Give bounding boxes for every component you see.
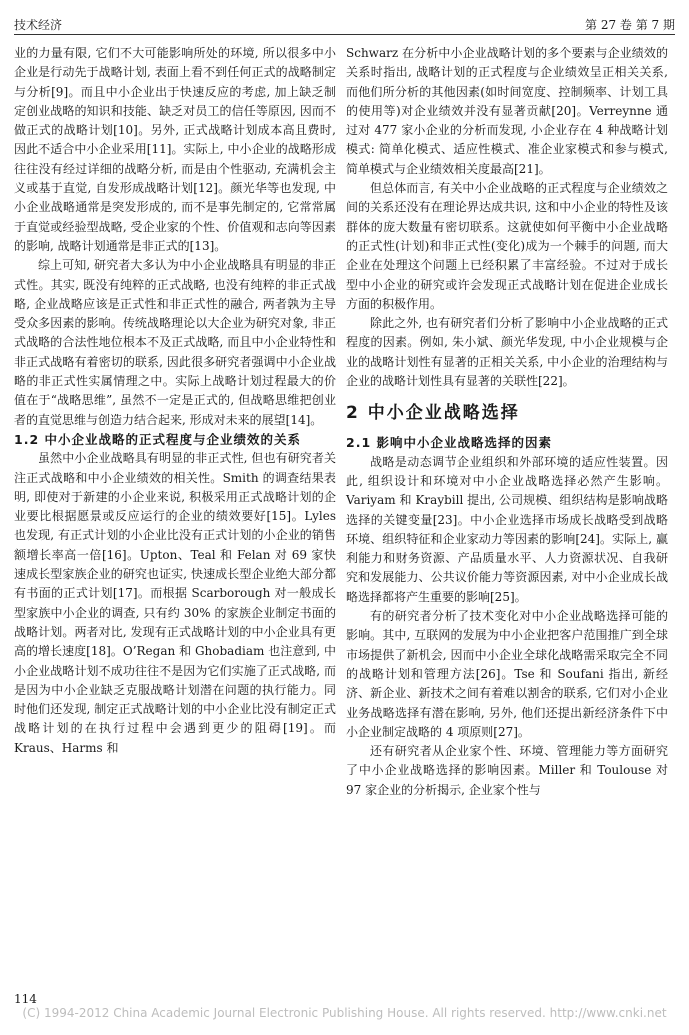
- paragraph: 虽然中小企业战略具有明显的非正式性, 但也有研究者关注正式战略和中小企业绩效的相关性。Smith 的调查结果表明, 即使对于新建的小企业来说, 积极采用正式战略计划的企业要比根据愿景或反应运行的企业的绩效要好[15]。Lyles 也发现, 有正式计划的小企业比没有正式计划的小企业的销售额增长率高一倍[16]。Upton、Teal 和 Felan 对 69 家快速成长型家族企业的研究也证实, 快速成长型企业绝大部分都有书面的正式计划[17]。而根据 Scarborough 对一般成长型家族中小企业的调查, 只有约 30% 的家族企业制定书面的战略计划。两者对比, 发现有正式战略计划的中小企业具有更高的增长速度[18]。O’Regan 和 Ghobadiam 也注意到, 中小企业战略计划不成功往往不是因为它们实施了正式战略, 而是因为中小企业缺乏克服战略计划潜在问题的执行能力。同时他们还发现, 制定正式战略计划的中小企业比没有制定正式战略计划的在执行过程中会遇到更少的阻碍[19]。而 Kraus、Harms 和: [14, 451, 336, 755]
- page-number: 114: [14, 992, 37, 1006]
- right-column: [346, 44, 668, 800]
- paragraph: 除此之外, 也有研究者们分析了影响中小企业战略的正式程度的因素。例如, 朱小斌、颜光华发现, 中小企业规模与企业的战略计划性有显著的正相关关系, 中小企业的治理结构与企业的战略计划性具有显著的关联性[22]。: [346, 316, 668, 389]
- paragraph: 战略是动态调节企业组织和外部环境的适应性装置。因此, 组织设计和环境对中小企业战略选择必然产生影响。Variyam 和 Kraybill 提出, 公司规模、组织结构是影响战略选择的关键变量[23]。中小企业选择市场成长战略受到战略环境、组织特征和企业家动力等因素的影响[24]。实际上, 赢利能力和财务资源、产品质量水平、人力资源状况、自我研究和发展能力、公共议价能力等资源因素, 对中小企业成长战略选择都将产生重要的影响[25]。: [346, 454, 668, 604]
- section-heading-2-1: 2.1 影响中小企业战略选择的因素: [346, 435, 552, 451]
- paragraph: 综上可知, 研究者大多认为中小企业战略具有明显的非正式性。其实, 既没有纯粹的正式战略, 也没有纯粹的非正式战略, 企业战略应该是正式性和非正式性的融合, 两者孰为主导受众多因素的影响。传统战略理论以大企业为研究对象, 非正式战略的合法性地位根本不及正式战略, 而且中小企业特性和非正式战略有着密切的联系, 因此很多研究者强调中小企业战略的非正式性实属情理之中。实际上战略计划过程最大的价值在于“战略思维”, 虽然不一定是正式的, 但战略思维把创业者的直觉思维与创造力结合起来, 形成对未来的展望[14]。: [14, 258, 336, 427]
- journal-name: 技术经济: [14, 18, 63, 32]
- running-header: [14, 16, 675, 35]
- paragraph: 业的力量有限, 它们不大可能影响所处的环境, 所以很多中小企业是行动先于战略计划, 表面上看不到任何正式的战略制定与分析[9]。而且中小企业出于快速反应的考虑, 加上缺乏制定创业战略的知识和技能、缺乏对员工的信任等原因, 因而不做正式的战略计划[10]。另外, 正式战略计划成本高且费时, 因此不适合中小企业采用[11]。实际上, 中小企业的战略形成往往没有经过详细的战略分析, 而是由个性驱动, 充满机会主义或基于直觉, 自发形成战略计划[12]。颜光华等也发现, 中小企业战略通常是突发形成的, 而不是事先制定的, 它常常属于直觉或经验型战略, 受企业家的个性、价值观和志向等因素的影响, 战略计划通常是非正式的[13]。: [14, 46, 336, 253]
- section-heading-2: 2 中小企业战略选择: [346, 403, 520, 424]
- paragraph: 但总体而言, 有关中小企业战略的正式程度与企业绩效之间的关系还没有在理论界达成共识, 这和中小企业的特性及该群体的庞大数量有密切联系。这就使如何平衡中小企业战略的正式性(计划)和非正式性(变化)成为一个棘手的问题, 而大企业在处理这个问题上已经积累了丰富经验。不过对于成长型中小企业的研究或许会发现正式战略计划在促进企业成长方面的积极作用。: [346, 181, 668, 311]
- copyright-footer: (C) 1994-2012 China Academic Journal Electronic Publishing House. All rights reserved. http://www.cnki.net: [22, 1006, 667, 1020]
- paragraph: 有的研究者分析了技术变化对中小企业战略选择可能的影响。其中, 互联网的发展为中小企业把客户范围推广到全球市场提供了新机会, 因而中小企业全球化战略需采取完全不同的战略计划和管理方法[26]。Tse 和 Soufani 指出, 新经济、新企业、新技术之间有着难以割舍的联系, 它们对小企业业务战略选择有潜在影响, 另外, 他们还提出新经济条件下中小企业制定战略的 4 项原则[27]。: [346, 609, 668, 739]
- section-heading-1-2: 1.2 中小企业战略的正式程度与企业绩效的关系: [14, 431, 301, 447]
- issue-info: 第 27 卷 第 7 期: [585, 18, 675, 32]
- paragraph: Schwarz 在分析中小企业战略计划的多个要素与企业绩效的关系时指出, 战略计划的正式程度与企业绩效呈正相关关系, 而他们所分析的其他因素(如时间宽度、控制频率、计划工具的使用等)对企业绩效并没有显著贡献[20]。Verreynne 通过对 477 家小企业的分析而发现, 小企业存在 4 种战略计划模式: 简单化模式、适应性模式、准企业家模式和参与模式, 简单模式与企业绩效相关度最高[21]。: [346, 46, 668, 176]
- left-column: [14, 44, 336, 758]
- paragraph: 还有研究者从企业家个性、环境、管理能力等方面研究了中小企业战略选择的影响因素。Miller 和 Toulouse 对 97 家企业的分析揭示, 企业家个性与: [346, 744, 668, 797]
